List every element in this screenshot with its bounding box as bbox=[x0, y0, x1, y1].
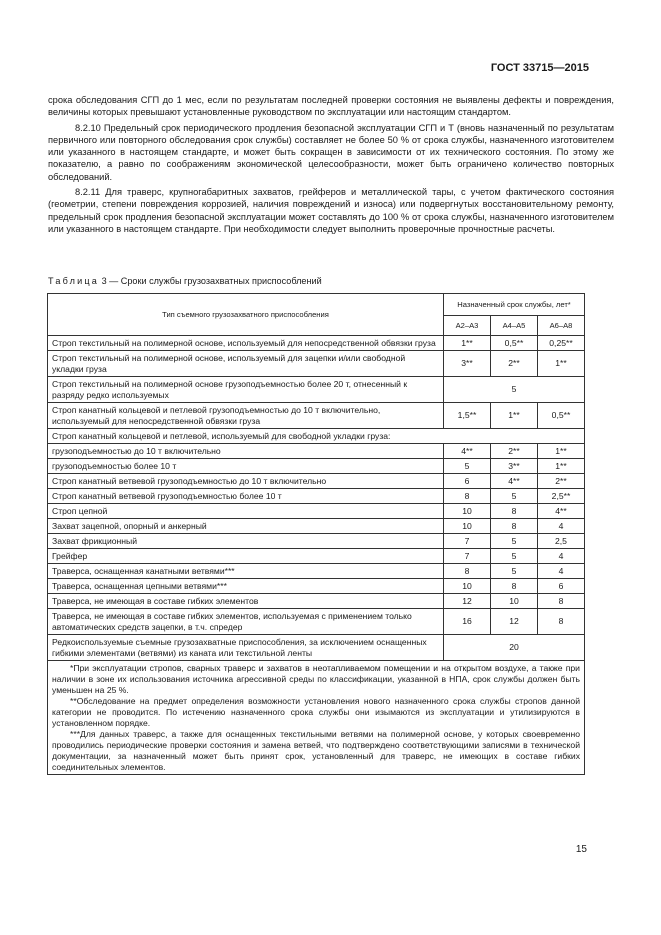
table-row bbox=[48, 594, 585, 609]
table-footnotes bbox=[48, 661, 585, 775]
row-name: Грейфер bbox=[48, 549, 444, 564]
table-row bbox=[48, 429, 585, 444]
row-value-col-1: 16 bbox=[444, 609, 491, 635]
row-name: Редкоиспользуемые съемные грузозахватные приспособления, за исключением оснащенных гибкими элементами (ветвями) из каната или текстильной ленты bbox=[48, 635, 444, 661]
row-value-col-1: 7 bbox=[444, 549, 491, 564]
row-value-col-1: 10 bbox=[444, 504, 491, 519]
row-value-col-2: 0,5** bbox=[491, 336, 538, 351]
row-value-col-3: 6 bbox=[538, 579, 585, 594]
row-value-col-3: 4** bbox=[538, 504, 585, 519]
table-row bbox=[48, 474, 585, 489]
row-name: Строп текстильный на полимерной основе, используемый для непосредственной обвязки груза bbox=[48, 336, 444, 351]
row-value-col-2: 10 bbox=[491, 594, 538, 609]
row-value-col-3: 0,25** bbox=[538, 336, 585, 351]
row-value-col-3: 4 bbox=[538, 564, 585, 579]
row-value-col-1: 8 bbox=[444, 564, 491, 579]
body-text bbox=[48, 94, 614, 238]
row-value-col-2: 8 bbox=[491, 504, 538, 519]
row-value-col-1: 6 bbox=[444, 474, 491, 489]
header-col-a2-a3: А2–А3 bbox=[444, 316, 491, 336]
row-value-col-2: 3** bbox=[491, 459, 538, 474]
row-value-all-groups: 20 bbox=[444, 635, 585, 661]
table-row bbox=[48, 534, 585, 549]
row-value-col-2: 5 bbox=[491, 564, 538, 579]
header-service-life: Назначенный срок службы, лет* bbox=[444, 294, 585, 316]
row-value-col-2: 5 bbox=[491, 489, 538, 504]
row-value-col-3: 2,5 bbox=[538, 534, 585, 549]
row-name: Строп канатный ветвевой грузоподъемностью до 10 т включительно bbox=[48, 474, 444, 489]
table-row bbox=[48, 459, 585, 474]
footnote-1: *При эксплуатации стропов, сварных траверс и захватов в неотапливаемом помещении и на открытом воздухе, а также при наличии в зоне их использования источника агрессивной среды по классификации, указанной в НПА, срок службы должен быть уменьшен на 25 %. bbox=[52, 662, 580, 695]
table-row bbox=[48, 635, 585, 661]
row-value-col-1: 10 bbox=[444, 519, 491, 534]
row-value-col-2: 5 bbox=[491, 549, 538, 564]
row-value-col-2: 8 bbox=[491, 579, 538, 594]
row-value-col-1: 10 bbox=[444, 579, 491, 594]
paragraph-8-2-10: 8.2.10 Предельный срок периодического продления безопасной эксплуатации СГП и Т (вновь назначенный по результатам первичного или повторного обследования срок службы) составляет не более 50 % от срока службы, назначенного изготовителем или указанного в настоящем стандарте, и может быть сокращен в зависимости от их технического состояния. По этому же показателю, а равно по соображениям экономической целесообразности, может быть ограничено количество повторных обследований. bbox=[48, 122, 614, 182]
paragraph-8-2-11: 8.2.11 Для траверс, крупногабаритных захватов, грейферов и металлической тары, с учетом фактического состояния (геометрии, степени повреждения коррозией, наличия повреждений и износа) или подвергнутых восстановительному ремонту, предельный срок продления безопасной эксплуатации может составлять до 100 % от срока службы, назначенного изготовителем или указанного в настоящем стандарте. При необходимости следует выполнить проверочные прочностные расчеты. bbox=[48, 187, 614, 234]
table-row bbox=[48, 377, 585, 403]
row-value-col-3: 1** bbox=[538, 459, 585, 474]
footnote-2: **Обследование на предмет определения возможности установления нового назначенного срока службы стропов данной категории не проводится. По истечению назначенного срока службы они изымаются из эксплуатации и утилизируются в установленном порядке. bbox=[52, 695, 580, 728]
table-row bbox=[48, 579, 585, 594]
row-name: Захват зацепной, опорный и анкерный bbox=[48, 519, 444, 534]
row-value-col-3: 0,5** bbox=[538, 403, 585, 429]
table-row bbox=[48, 403, 585, 429]
table-row bbox=[48, 336, 585, 351]
row-value-col-2: 2** bbox=[491, 351, 538, 377]
table-row bbox=[48, 489, 585, 504]
row-value-col-2: 2** bbox=[491, 444, 538, 459]
table-caption bbox=[48, 276, 322, 286]
table-row bbox=[48, 504, 585, 519]
document-header: ГОСТ 33715—2015 bbox=[490, 62, 589, 74]
footnotes-row bbox=[48, 661, 585, 775]
table-caption-title: — Сроки службы грузозахватных приспособлений bbox=[106, 276, 322, 286]
paragraph-1: срока обследования СГП до 1 мес, если по результатам последней проверки состояния не выявлены дефекты и повреждения, величины которых превышают установленные руководством по эксплуатации или настоящим стандартом. bbox=[48, 95, 614, 118]
page-number: 15 bbox=[575, 844, 587, 855]
row-value-col-3: 8 bbox=[538, 609, 585, 635]
row-value-col-2: 8 bbox=[491, 519, 538, 534]
row-value-all-groups: 5 bbox=[444, 377, 585, 403]
row-value-col-1: 3** bbox=[444, 351, 491, 377]
row-name: Строп текстильный на полимерной основе, используемый для зацепки и/или свободной укладки груза bbox=[48, 351, 444, 377]
row-value-col-2: 5 bbox=[491, 534, 538, 549]
table-caption-label: Таблица bbox=[48, 276, 100, 286]
row-value-col-3: 2,5** bbox=[538, 489, 585, 504]
row-name: Строп канатный кольцевой и петлевой грузоподъемностью до 10 т включительно, используемый для непосредственной обвязки груза bbox=[48, 403, 444, 429]
row-value-col-3: 1** bbox=[538, 444, 585, 459]
table-row bbox=[48, 444, 585, 459]
row-name: Строп канатный ветвевой грузоподъемностью более 10 т bbox=[48, 489, 444, 504]
row-name: Траверса, оснащенная канатными ветвями*** bbox=[48, 564, 444, 579]
row-value-col-2: 1** bbox=[491, 403, 538, 429]
row-value-col-1: 1,5** bbox=[444, 403, 491, 429]
row-value-col-1: 1** bbox=[444, 336, 491, 351]
header-col-a4-a5: А4–А5 bbox=[491, 316, 538, 336]
row-value-col-3: 8 bbox=[538, 594, 585, 609]
row-value-col-3: 1** bbox=[538, 351, 585, 377]
table-header-row bbox=[48, 294, 585, 316]
table-row bbox=[48, 609, 585, 635]
row-name: Траверса, оснащенная цепными ветвями*** bbox=[48, 579, 444, 594]
service-life-table bbox=[47, 293, 585, 775]
row-value-col-3: 2** bbox=[538, 474, 585, 489]
row-name: Захват фрикционный bbox=[48, 534, 444, 549]
row-value-col-1: 8 bbox=[444, 489, 491, 504]
row-value-col-1: 7 bbox=[444, 534, 491, 549]
table-row bbox=[48, 519, 585, 534]
row-name: Траверса, не имеющая в составе гибких элементов, используемая с применением только автоматических средств зацепки, в т.ч. спредер bbox=[48, 609, 444, 635]
table-row bbox=[48, 351, 585, 377]
row-value-col-3: 4 bbox=[538, 519, 585, 534]
table-body bbox=[48, 336, 585, 661]
row-name: Строп текстильный на полимерной основе грузоподъемностью более 20 т, отнесенный к разряду редко используемых bbox=[48, 377, 444, 403]
row-value-col-2: 12 bbox=[491, 609, 538, 635]
row-value-col-1: 12 bbox=[444, 594, 491, 609]
row-value-col-1: 5 bbox=[444, 459, 491, 474]
row-value-col-2: 4** bbox=[491, 474, 538, 489]
row-name: грузоподъемностью более 10 т bbox=[48, 459, 444, 474]
footnote-3: ***Для данных траверс, а также для оснащенных текстильными ветвями на полимерной основе, у которых своевременно проводились периодические проверки состояния и замена ветвей, что подтверждено соответствующими записями в технической документации, за назначенный может быть принят срок, установленный для траверс, не имеющих в составе гибких соединительных элементов. bbox=[52, 728, 580, 772]
row-value-col-1: 4** bbox=[444, 444, 491, 459]
row-name: грузоподъемностью до 10 т включительно bbox=[48, 444, 444, 459]
table-row bbox=[48, 549, 585, 564]
header-type: Тип съемного грузозахватного приспособления bbox=[48, 294, 444, 336]
row-value-col-3: 4 bbox=[538, 549, 585, 564]
row-name: Строп канатный кольцевой и петлевой, используемый для свободной укладки груза: bbox=[48, 429, 585, 444]
row-name: Строп цепной bbox=[48, 504, 444, 519]
table-row bbox=[48, 564, 585, 579]
header-col-a6-a8: А6–А8 bbox=[538, 316, 585, 336]
row-name: Траверса, не имеющая в составе гибких элементов bbox=[48, 594, 444, 609]
table-caption-number: 3 bbox=[101, 276, 107, 286]
